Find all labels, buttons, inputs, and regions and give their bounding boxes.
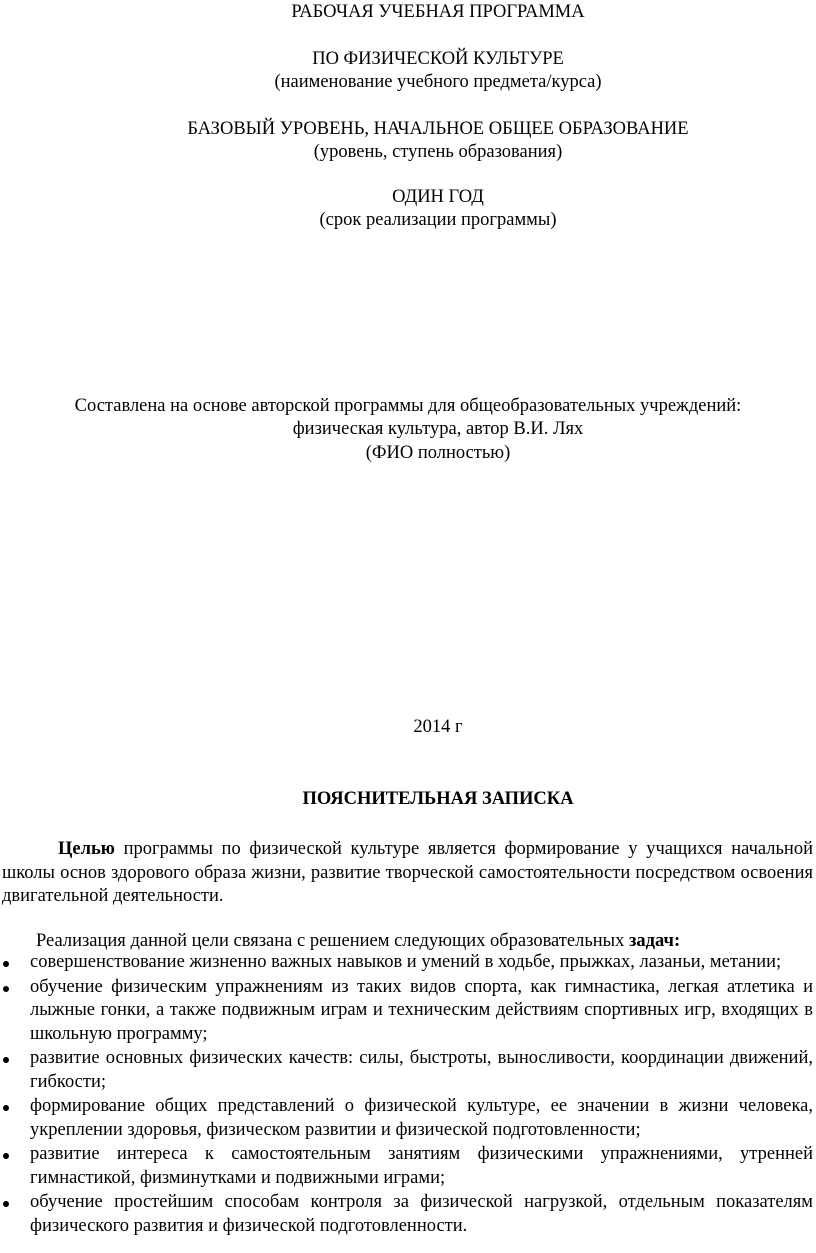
bullet-icon xyxy=(3,986,9,992)
level-caption: (уровень, ступень образования) xyxy=(313,142,563,162)
task-text: развитие основных физических качеств: силы, быстроты, выносливости, координации движений, гибкости; xyxy=(30,1048,813,1092)
list-item xyxy=(0,951,813,975)
list-item xyxy=(0,976,813,1047)
tasks-word: задач: xyxy=(628,931,681,951)
list-item xyxy=(0,1143,813,1190)
list-item xyxy=(0,1047,813,1094)
tasks-list xyxy=(0,951,813,1239)
list-item xyxy=(0,1095,813,1142)
tasks-intro-text: Реализация данной цели связана с решением следующих образовательных xyxy=(36,931,629,951)
basis-caption: (ФИО полностью) xyxy=(365,443,511,463)
goal-text: программы по физической культуре является формирование у учащихся начальной школы основ здорового образа жизни, развитие творческой самостоятельности посредством освоения двигательной деятельности. xyxy=(2,839,813,906)
task-text: обучение физическим упражнениям из таких видов спорта, как гимнастика, легкая атлетика и лыжные гонки, а также подвижным играм и техническим действиям спортивных игр, входящих в школьную программу; xyxy=(30,976,813,1044)
duration-line: ОДИН ГОД xyxy=(392,187,484,207)
list-item xyxy=(0,1191,813,1238)
bullet-icon xyxy=(3,1057,9,1063)
bullet-icon xyxy=(3,961,9,967)
bullet-icon xyxy=(3,1105,9,1111)
year-label: 2014 г xyxy=(413,717,463,737)
duration-caption: (срок реализации программы) xyxy=(319,210,557,230)
bullet-icon xyxy=(3,1153,9,1159)
level-line: БАЗОВЫЙ УРОВЕНЬ, НАЧАЛЬНОЕ ОБЩЕЕ ОБРАЗОВАНИЕ xyxy=(187,119,689,139)
basis-line-1: Составлена на основе авторской программы для общеобразовательных учреждений: xyxy=(74,396,742,416)
task-text: формирование общих представлений о физической культуре, ее значении в жизни человека, укреплении здоровья, физическом развитии и физической подготовленности; xyxy=(30,1096,813,1140)
bullet-icon xyxy=(3,1201,9,1207)
goal-paragraph xyxy=(2,838,813,909)
task-text: развитие интереса к самостоятельным занятиям физическими упражнениями, утренней гимнастикой, физминутками и подвижными играми; xyxy=(30,1144,813,1188)
tasks-intro xyxy=(2,930,813,953)
goal-word: Целью xyxy=(58,839,115,859)
task-text: обучение простейшим способам контроля за физической нагрузкой, отдельным показателям физического развития и физической подготовленности. xyxy=(30,1192,813,1236)
subject-caption: (наименование учебного предмета/курса) xyxy=(274,72,602,92)
basis-line-2: физическая культура, автор В.И. Лях xyxy=(292,419,584,439)
program-title: РАБОЧАЯ УЧЕБНАЯ ПРОГРАММА xyxy=(291,2,585,22)
subject-line: ПО ФИЗИЧЕСКОЙ КУЛЬТУРЕ xyxy=(312,49,564,69)
explanatory-note-heading: ПОЯСНИТЕЛЬНАЯ ЗАПИСКА xyxy=(302,789,574,809)
task-text: совершенствование жизненно важных навыков и умений в ходьбе, прыжках, лазаньи, метании; xyxy=(30,952,782,972)
